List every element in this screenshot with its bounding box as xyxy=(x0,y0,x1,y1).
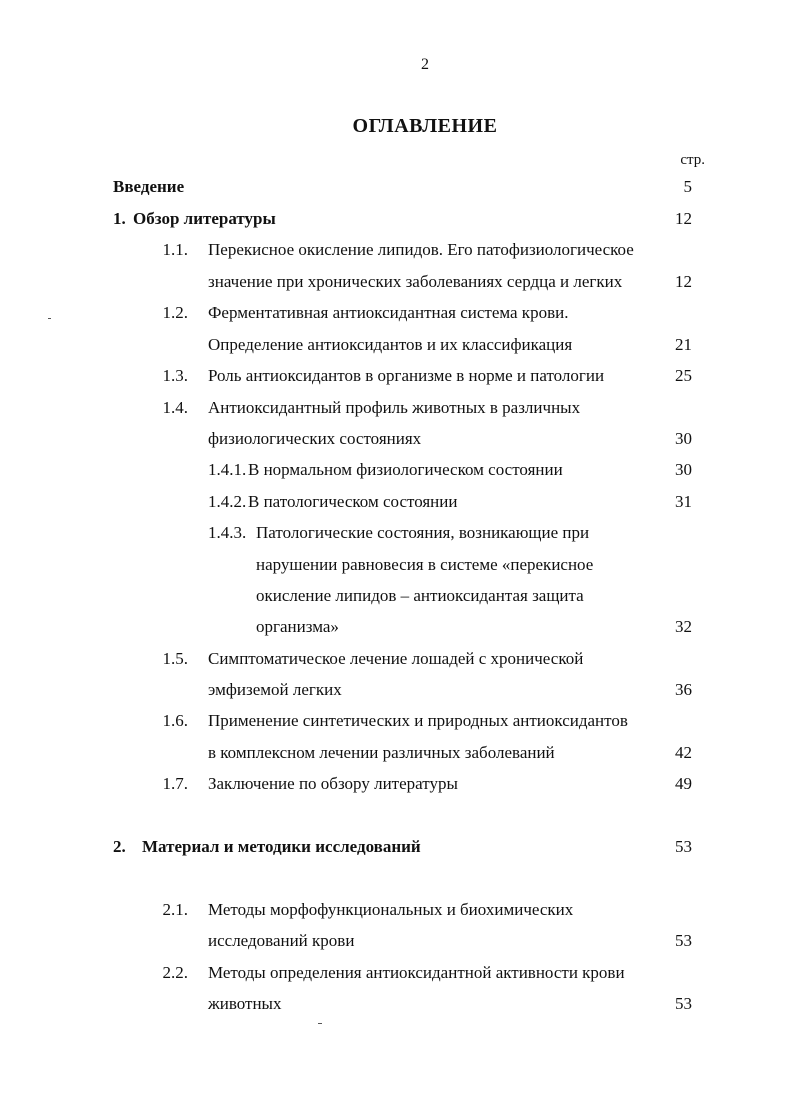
toc-entry-1-1-title-line-1[interactable]: Перекисное окисление липидов. Его патофизиологическое xyxy=(208,240,634,259)
toc-entry-1-4-1-title[interactable]: В нормальном физиологическом состоянии xyxy=(248,460,563,479)
toc-entry-1-6-page: 42 xyxy=(675,743,692,762)
page-column-label: стр. xyxy=(680,152,705,168)
toc-entry-1-5-page: 36 xyxy=(675,680,692,699)
toc-entry-1-number: 1. xyxy=(113,209,126,228)
toc-entry-intro-page: 5 xyxy=(683,177,692,196)
toc-entry-2-2-title-line-1[interactable]: Методы определения антиоксидантной активности крови xyxy=(208,963,625,982)
toc-entry-1-5-number: 1.5. xyxy=(162,649,188,668)
toc-entry-1-1-title-line-2[interactable]: значение при хронических заболеваниях сердца и легких xyxy=(208,272,623,291)
toc-entry-1-5-title-line-2[interactable]: эмфиземой легких xyxy=(208,680,342,699)
toc-entry-1-6-title-line-2[interactable]: в комплексном лечении различных заболеваний xyxy=(208,743,555,762)
toc-entry-2-2-number: 2.2. xyxy=(162,963,188,982)
toc-entry-1-3-number: 1.3. xyxy=(162,366,188,385)
toc-entry-1-4-3-page: 32 xyxy=(675,617,692,636)
toc-entry-1-7-number: 1.7. xyxy=(162,774,188,793)
page-title: ОГЛАВЛЕНИЕ xyxy=(352,115,498,137)
toc-entry-2-title[interactable]: Материал и методики исследований xyxy=(142,837,421,856)
toc-entry-1-3-page: 25 xyxy=(675,366,692,385)
toc-entry-1-5-title-line-1[interactable]: Симптоматическое лечение лошадей с хронической xyxy=(208,649,584,668)
toc-entry-2-page: 53 xyxy=(675,837,692,856)
toc-entry-1-title[interactable]: Обзор литературы xyxy=(133,209,276,228)
toc-entry-1-2-title-line-1[interactable]: Ферментативная антиоксидантная система крови. xyxy=(208,303,569,322)
toc-entry-1-4-3-number: 1.4.3. xyxy=(208,523,247,542)
toc-entry-2-1-number: 2.1. xyxy=(162,900,188,919)
toc-entry-2-2-page: 53 xyxy=(675,994,692,1013)
toc-entry-1-7-title[interactable]: Заключение по обзору литературы xyxy=(208,774,458,793)
toc-entry-1-4-3-title-line-4[interactable]: организма» xyxy=(256,617,339,636)
toc-entry-1-1-page: 12 xyxy=(675,272,692,291)
page-number: 2 xyxy=(421,56,429,73)
toc-entry-1-2-number: 1.2. xyxy=(162,303,188,322)
toc-entry-1-3-title[interactable]: Роль антиоксидантов в организме в норме и патологии xyxy=(208,366,605,385)
toc-entry-1-4-1-number: 1.4.1. xyxy=(208,460,247,479)
toc-entry-intro-title[interactable]: Введение xyxy=(113,177,185,196)
scan-speck xyxy=(48,318,51,319)
toc-entry-1-4-2-page: 31 xyxy=(675,492,692,511)
toc-entry-2-1-title-line-2[interactable]: исследований крови xyxy=(208,931,355,950)
toc-entry-1-4-page: 30 xyxy=(675,429,692,448)
toc-entry-1-4-number: 1.4. xyxy=(162,398,188,417)
toc-entry-1-1-number: 1.1. xyxy=(162,240,188,259)
toc-entry-1-4-1-page: 30 xyxy=(675,460,692,479)
toc-entry-1-4-title-line-1[interactable]: Антиоксидантный профиль животных в различных xyxy=(208,398,581,417)
toc-entry-1-4-2-title[interactable]: В патологическом состоянии xyxy=(248,492,458,511)
toc-entry-2-1-title-line-1[interactable]: Методы морфофункциональных и биохимических xyxy=(208,900,574,919)
toc-entry-1-6-title-line-1[interactable]: Применение синтетических и природных антиоксидантов xyxy=(208,711,628,730)
scan-speck xyxy=(318,1023,322,1024)
toc-entry-2-number: 2. xyxy=(113,837,126,856)
toc-entry-1-6-number: 1.6. xyxy=(162,711,188,730)
toc-entry-1-4-title-line-2[interactable]: физиологических состояниях xyxy=(208,429,422,448)
toc-entry-1-4-3-title-line-3[interactable]: окисление липидов – антиоксидантая защита xyxy=(256,586,584,605)
toc-entry-1-7-page: 49 xyxy=(675,774,692,793)
toc-entry-2-2-title-line-2[interactable]: животных xyxy=(208,994,282,1013)
toc-entry-1-4-3-title-line-2[interactable]: нарушении равновесия в системе «перекисное xyxy=(256,555,594,574)
toc-entry-2-1-page: 53 xyxy=(675,931,692,950)
toc-entry-1-page: 12 xyxy=(675,209,692,228)
toc-entry-1-4-2-number: 1.4.2. xyxy=(208,492,247,511)
toc-entry-1-4-3-title-line-1[interactable]: Патологические состояния, возникающие при xyxy=(256,523,590,542)
toc-entry-1-2-title-line-2[interactable]: Определение антиоксидантов и их классификация xyxy=(208,335,573,354)
toc-entry-1-2-page: 21 xyxy=(675,335,692,354)
